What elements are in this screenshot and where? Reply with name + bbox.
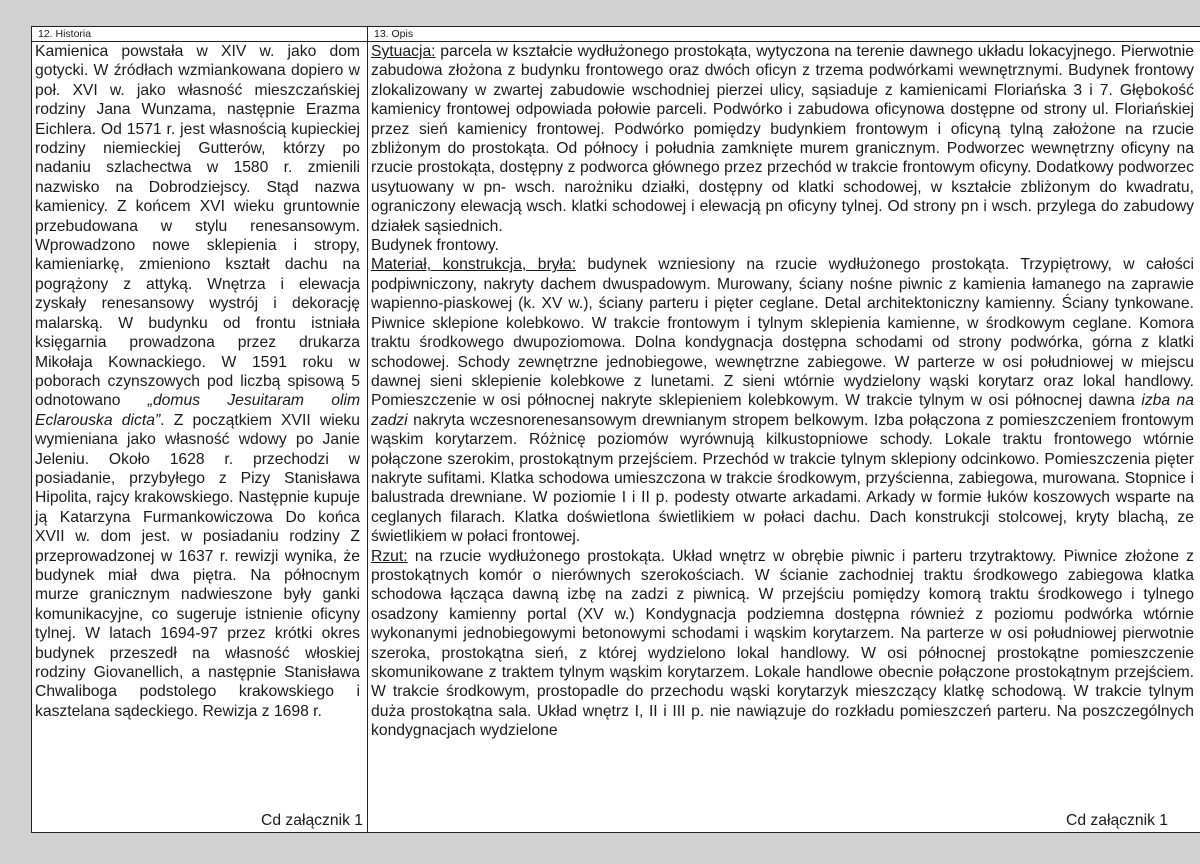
izba-na-zadzi-term: izba na zadzi [371,392,1194,429]
sytuacja-text: parcela w kształcie wydłużonego prostokąta, wytyczona na terenie dawnego układu lokacyjnego. Pierwotnie zabudowa złożona z budynku frontowego oraz dwóch oficyn z trzema podwórkami wewnętrznymi. Budynek frontowy zlokalizowany w zwartej zabudowie wschodniej pierzei ulicy, sąsiaduje z kamienicami Floriańska 3 i 7. Głębokość kamienicy frontowej odpowiada połowie parceli. Podwórko i zabudowa oficynowa dostępne od strony ul. Floriańskiej przez sień kamienicy frontowej. Podwórko pomiędzy budynkiem frontowym i oficyną tylną założone na rzucie zbliżonym do prostokąta. Od północy i południa zamknięte murem granicznym. Podworzec wewnętrzny oficyny na rzucie prostokąta, dostępny z podworca głównego przez przechód w trakcie frontowym oficyny. Dodatkowy podworzec usytuowany w pn- wsch. narożniku działki, dostępny od klatki schodowej, w kształcie zbliżonym do kwadratu, ograniczony elewacją wsch. klatki schodowej i elewacją pn oficyny tylnej. Od strony pn i wsch. przylega do zabudowy działek sąsiednich. [371,43,1194,235]
rzut-heading: Rzut: [371,547,408,565]
historia-quote: „domus Jesuitaram olim Eclarouska dicta” [35,392,361,429]
opis-continuation-note: Cd załącznik 1 [1065,812,1168,829]
historia-paragraph [35,42,360,721]
material-text-1: budynek wzniesiony na rzucie wydłużonego prostokąta. Trzypiętrowy, w całości podpiwniczony, nakryty dachem dwuspadowym. Murowany, ściany nośne piwnic z kamienia łamanego na zaprawie wapienno-piaskowej (k. XV w.), ściany parteru i pięter ceglane. Detal architektoniczny kamienny. Ściany tynkowane. Piwnice sklepione kolebkowo. W trakcie frontowym i tylnym sklepienia kamienne, w środkowym ceglane. Komora traktu środkowego dwupoziomowa. Dolna kondygnacja dostępna schodami od strony podwórka, górna z klatki schodowej. Schody zewnętrzne jednobiegowe, wewnętrzne zabiegowe. W parterze w osi południowej w miejscu dawnej sieni sklepienie kolebkowe z lunetami. Z sieni wtórnie wydzielony wąski korytarz oraz lokal handlowy. Pomieszczenie w osi północnej nakryte sklepieniem kolebkowym. W trakcie tylnym w osi północnej dawna [371,256,1194,410]
historia-continuation-note: Cd załącznik 1 [260,812,363,829]
rzut-paragraph [371,547,1194,741]
historia-text-2: . Z początkiem XVII wieku wymieniana jako własność wdowy po Janie Jeleniu. Około 1628 r. przechodzi w posiadanie, przybyłego z Pizy Stanisława Hipolita, rajcy krakowskiego. Następnie kupuje ją Katarzyna Furmankowiczowa Do końca XVII w. dom jest. w posiadaniu rodziny Z przeprowadzonej w 1637 r. rewizji wynika, że budynek miał dwa piętra. Na północnym murze granicznym nadwieszone były ganki komunikacyjne, co sugeruje istnienie oficyny tylnej. W latach 1694-97 przez krótki okres budynek przeszedł na własność włoskiej rodziny Giovanellich, a następnie Stanisława Chwaliboga podstolego krakowskiego i kasztelana sądeckiego. Rewizja z 1698 r. [35,411,361,720]
material-paragraph [371,255,1194,546]
historia-text-1: Kamienica powstała w XIV w. jako dom gotycki. W źródłach wzmiankowana dopiero w poł. XVI w. jako własność mieszczańskiej rodziny Jana Wunzama, następnie Erazma Eichlera. Od 1571 r. jest własnością kupieckiej rodziny niemieckiej Gutterów, którzy po nadaniu szlachectwa w 1580 r. zmienili nazwisko na Dobrodziejscy. Stąd nazwa kamienicy. Z końcem XVI wieku gruntownie przebudowana w stylu renesansowym. Wprowadzono nowe sklepienia i stropy, kamieniarkę, zmieniono kształt dachu na pogrążony z attyką. Wnętrza i elewacja zyskały renesansowy wystrój i dekorację malarską. W budynku od frontu istniała księgarnia prowadzona przez drukarza Mikołaja Kownackiego. W 1591 roku w poborach czynszowych pod liczbą spisową 5 odnotowano [35,43,360,410]
opis-label: 13. Opis [368,27,1200,42]
historia-body [32,42,367,721]
material-text-2: nakryta wczesnorenesansowym drewnianym stropem belkowym. Izba połączona z pomieszczeniem frontowym wąskim korytarzem. Różnicę poziomów wyrównują kilkustopniowe schody. Lokale traktu frontowego wtórnie połączone szerokim, prostokątnym przejściem. Przechód w trakcie tylnym sklepiony odcinkowo. Pomieszczenia pięter nakryte sufitami. Klatka schodowa umieszczona w trakcie środkowym, przyścienna, zabiegowa, murowana. Stopnice i balustrada drewniane. W poziomie I i II p. podesty otwarte arkadami. Arkady w formie łuków koszowych wsparte na ceglanych filarach. Klatka doświetlona świetlikiem w połaci dachu. Dach konstrukcji stolcowej, kryty blachą, ze świetlikiem w połaci frontowej. [371,411,1194,546]
sytuacja-heading: Sytuacja: [371,43,436,60]
opis-column [368,27,1200,832]
historia-label: 12. Historia [32,27,367,42]
historia-column [32,27,368,832]
form-sheet [31,26,1200,833]
sytuacja-paragraph [371,42,1194,236]
rzut-text: na rzucie wydłużonego prostokąta. Układ wnętrz w obrębie piwnic i parteru trzytraktowy. Piwnice złożone z prostokątnych komór o nierównych szerokościach. W ścianie zachodniej traktu środkowego zabiegowa klatka schodowa łącząca dawną izbę na zadzi z piwnicą. W przejściu pomiędzy komorą traktu środkowego i tylnego osadzony kamienny portal (XV w.) Kondygnacja podziemna dostępna również z poziomu podwórka wtórnie wykonanymi jednobiegowymi betonowymi schodami i wąskim korytarzem. Na parterze w osi południowej pierwotnie szeroka, prostokątna sień, z której wydzielono lokal handlowy. W osi północnej prostokątne pomieszczenie skomunikowane z traktem tylnym wąskim korytarzem. Lokale handlowe obecnie połączone prostokątnym przejściem. W trakcie środkowym, prostopadle do przechodu wąski korytarzyk mieszczący klatkę schodową. W trakcie tylnym duża prostokątna sala. Układ wnętrz I, II i III p. nie nawiązuje do rozkładu pomieszczeń parteru. Na poszczególnych kondygnacjach wydzielone [371,547,1194,740]
budynek-frontowy-heading: Budynek frontowy. [371,237,499,255]
material-heading: Materiał, konstrukcja, bryła: [371,256,577,274]
opis-body [368,42,1200,741]
